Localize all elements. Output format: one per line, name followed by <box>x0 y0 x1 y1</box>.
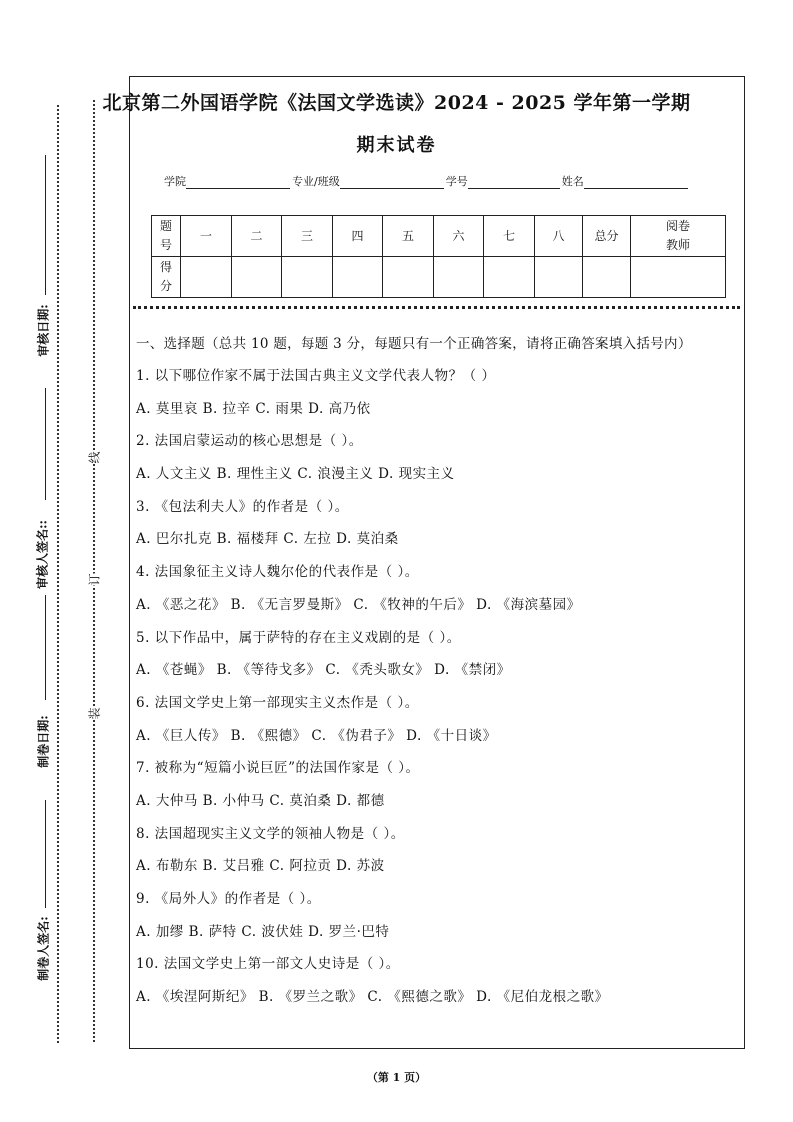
header-cell: 四 <box>333 216 383 257</box>
review-date-label: 审核日期: <box>36 304 51 357</box>
header-cell: 三 <box>282 216 333 257</box>
question-line: 10. 法国文学史上第一部文人史诗是（ ）。 <box>136 956 400 973</box>
question-line: 7. 被称为“短篇小说巨匠”的法国作家是（ ）。 <box>136 760 420 777</box>
section-multiple-choice <box>136 333 739 1018</box>
options-line: A. 加缪 B. 萨特 C. 波伏娃 D. 罗兰·巴特 <box>136 923 390 940</box>
name-label: 姓名 <box>561 175 584 188</box>
exam-subtitle: 期末试卷 <box>356 135 437 156</box>
student-id-field[interactable] <box>468 176 560 189</box>
exam-title: 北京第二外国语学院《法国文学选读》2024 - 2025 学年第一学期 <box>102 92 691 114</box>
binding-char-ding: 订 <box>87 573 102 586</box>
question-line: 5. 以下作品中，属于萨特的存在主义戏剧的是（ ）。 <box>136 629 461 646</box>
college-field[interactable] <box>186 176 290 189</box>
review-date-underline <box>45 155 46 295</box>
header-cell: 七 <box>484 216 535 257</box>
header-cell-grader: 阅卷教师 <box>631 216 726 257</box>
options-line: A. 莫里哀 B. 拉辛 C. 雨果 D. 高乃依 <box>136 400 371 417</box>
maker-sign-underline <box>45 800 46 908</box>
header-cell: 五 <box>383 216 434 257</box>
student-id-label: 学号 <box>445 175 468 188</box>
page-number: （第 1 页） <box>366 1071 427 1084</box>
row-label-tihao: 题号 <box>152 216 181 257</box>
name-field[interactable] <box>584 176 688 189</box>
major-field[interactable] <box>340 176 444 189</box>
header-cell: 八 <box>535 216 583 257</box>
score-cell-grader[interactable] <box>631 257 726 298</box>
binding-char-zhuang: 装 <box>87 707 102 720</box>
maker-sign-label: 制卷人签名: <box>36 916 51 981</box>
options-line: A. 《苍蝇》 B. 《等待戈多》 C. 《秃头歌女》 D. 《禁闭》 <box>136 662 511 679</box>
question-line: 6. 法国文学史上第一部现实主义杰作是（ ）。 <box>136 694 419 711</box>
score-cell-total[interactable] <box>583 257 631 298</box>
score-table-header-row <box>152 216 726 257</box>
options-line: A. 巴尔扎克 B. 福楼拜 C. 左拉 D. 莫泊桑 <box>136 531 399 548</box>
question-line: 9. 《局外人》的作者是（ ）。 <box>136 891 321 907</box>
major-label: 专业/班级 <box>292 175 340 188</box>
header-cell: 二 <box>232 216 282 257</box>
header-cell: 一 <box>181 216 232 257</box>
question-line: 4. 法国象征主义诗人魏尔伦的代表作是（ ）。 <box>136 564 419 581</box>
score-table-score-row <box>152 257 726 298</box>
score-cell[interactable] <box>282 257 333 298</box>
section-heading: 一、选择题（总共 10 题，每题 3 分，每题只有一个正确答案，请将正确答案填入括号内） <box>136 336 692 352</box>
options-line: A. 大仲马 B. 小仲马 C. 莫泊桑 D. 都德 <box>136 792 385 809</box>
score-cell[interactable] <box>181 257 232 298</box>
question-line: 2. 法国启蒙运动的核心思想是（ ）。 <box>136 433 363 450</box>
make-date-underline <box>45 595 46 700</box>
student-info-row <box>164 173 690 189</box>
binding-dotted-line-outer <box>57 105 59 1043</box>
score-cell[interactable] <box>383 257 434 298</box>
header-cell: 六 <box>434 216 484 257</box>
score-table <box>151 215 726 298</box>
options-line: A. 《埃涅阿斯纪》 B. 《罗兰之歌》 C. 《熙德之歌》 D. 《尼伯龙根之歌》 <box>136 989 609 1006</box>
header-separator <box>133 306 740 309</box>
score-cell[interactable] <box>484 257 535 298</box>
question-line: 1. 以下哪位作家不属于法国古典主义文学代表人物？（ ） <box>136 368 496 384</box>
row-label-defen: 得分 <box>152 257 181 298</box>
options-line: A. 《巨人传》 B. 《熙德》 C. 《伪君子》 D. 《十日谈》 <box>136 727 497 744</box>
reviewer-sign-underline <box>45 388 46 500</box>
binding-dotted-line-inner <box>93 100 95 1042</box>
make-date-label: 制卷日期: <box>36 715 51 768</box>
reviewer-sign-label: 审核人签名:: <box>35 520 50 589</box>
score-cell[interactable] <box>535 257 583 298</box>
options-line: A. 人文主义 B. 理性主义 C. 浪漫主义 D. 现实主义 <box>136 466 455 483</box>
score-cell[interactable] <box>232 257 282 298</box>
header-cell-total: 总分 <box>583 216 631 257</box>
question-line: 8. 法国超现实主义文学的领袖人物是（ ）。 <box>136 825 405 842</box>
question-line: 3. 《包法利夫人》的作者是（ ）。 <box>136 498 349 515</box>
options-line: A. 《恶之花》 B. 《无言罗曼斯》 C. 《牧神的午后》 D. 《海滨墓园》 <box>136 596 581 613</box>
score-cell[interactable] <box>434 257 484 298</box>
options-line: A. 布勒东 B. 艾吕雅 C. 阿拉贡 D. 苏波 <box>136 858 385 875</box>
score-cell[interactable] <box>333 257 383 298</box>
college-label: 学院 <box>164 175 186 188</box>
binding-char-line: 线 <box>87 451 102 464</box>
